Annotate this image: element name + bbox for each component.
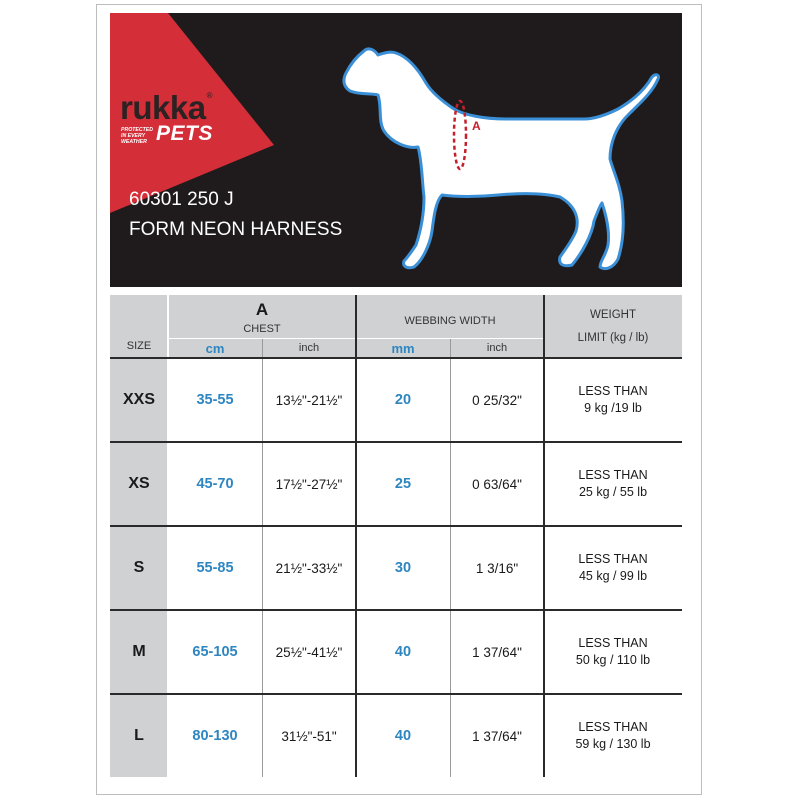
webbing-mm-cell: 40 xyxy=(394,728,412,744)
webbing-mm-cell: 25 xyxy=(394,476,412,492)
weight-limit-label: LESS THAN xyxy=(578,720,648,734)
product-code: 60301 250 J xyxy=(129,189,234,210)
chest-cm-cell: 45-70 xyxy=(196,476,234,492)
weight-limit-value: 59 kg / 130 lb xyxy=(575,737,651,751)
weight-limit-label: LESS THAN xyxy=(578,384,648,398)
cm-header: cm xyxy=(205,340,225,356)
weight-limit-cell xyxy=(544,695,682,777)
weight-limit-value: 45 kg / 99 lb xyxy=(578,569,648,583)
header-panel xyxy=(110,13,682,287)
dog-measurement-diagram xyxy=(338,35,668,285)
webbing-inch-cell: 0 25/32" xyxy=(472,392,522,408)
weight-limit-label: LESS THAN xyxy=(578,636,648,650)
webbing-inch-cell: 0 63/64" xyxy=(472,476,522,492)
weight-limit-label: LESS THAN xyxy=(578,468,648,482)
product-name: FORM NEON HARNESS xyxy=(129,219,343,240)
webbing-mm-cell: 40 xyxy=(394,644,412,660)
weight-limit-cell xyxy=(544,443,682,525)
chest-cm-cell: 35-55 xyxy=(196,392,234,408)
weight-limit-value: 9 kg /19 lb xyxy=(584,401,642,415)
webbing-inch-cell: 1 37/64" xyxy=(472,644,522,660)
webbing-mm-cell: 20 xyxy=(394,392,412,408)
size-header: SIZE xyxy=(126,340,152,352)
tagline-line: PROTECTED xyxy=(121,127,153,133)
weight-limit-cell xyxy=(544,527,682,609)
size-cell: M xyxy=(132,643,146,660)
chest-cm-cell: 65-105 xyxy=(192,644,238,660)
weight-limit-value: 25 kg / 55 lb xyxy=(578,485,648,499)
size-cell: S xyxy=(133,559,145,576)
size-chart-table xyxy=(110,295,682,777)
brand-logo xyxy=(120,89,213,145)
chest-letter-header: A xyxy=(255,300,269,319)
registered-mark: ® xyxy=(206,91,213,100)
chest-inch-cell: 25½"-41½" xyxy=(275,644,343,660)
tagline-line: WEATHER xyxy=(121,139,147,145)
chest-cm-cell: 80-130 xyxy=(192,728,238,744)
tagline-line: IN EVERY xyxy=(121,133,146,139)
brand-name: rukka xyxy=(120,89,206,126)
chest-cm-cell: 55-85 xyxy=(196,560,234,576)
chest-inch-cell: 17½"-27½" xyxy=(275,476,343,492)
dog-silhouette xyxy=(344,49,659,269)
chest-header: CHEST xyxy=(243,323,281,335)
brand-sub: PETS xyxy=(156,122,213,145)
webbing-mm-cell: 30 xyxy=(394,560,412,576)
weight-header-line1: WEIGHT xyxy=(590,309,636,321)
chest-inch-cell: 31½"-51" xyxy=(281,728,337,744)
size-cell: XS xyxy=(128,475,150,492)
size-cell: XXS xyxy=(122,391,155,408)
webbing-inch-cell: 1 3/16" xyxy=(475,560,519,576)
weight-limit-value: 50 kg / 110 lb xyxy=(575,653,651,667)
mm-header: mm xyxy=(391,340,415,356)
webbing-inch-cell: 1 37/64" xyxy=(472,728,522,744)
chest-inch-header: inch xyxy=(298,342,320,354)
chest-inch-cell: 21½"-33½" xyxy=(275,560,343,576)
weight-limit-cell xyxy=(544,611,682,693)
weight-limit-cell xyxy=(544,359,682,441)
size-cell: L xyxy=(134,727,144,744)
weight-limit-label: LESS THAN xyxy=(578,552,648,566)
weight-header-line2: LIMIT (kg / lb) xyxy=(577,332,649,344)
chest-inch-cell: 13½"-21½" xyxy=(275,392,343,408)
webbing-inch-header: inch xyxy=(486,342,508,354)
webbing-header: WEBBING WIDTH xyxy=(404,315,496,327)
brand-tagline xyxy=(121,127,161,145)
measure-label: A xyxy=(472,119,481,133)
